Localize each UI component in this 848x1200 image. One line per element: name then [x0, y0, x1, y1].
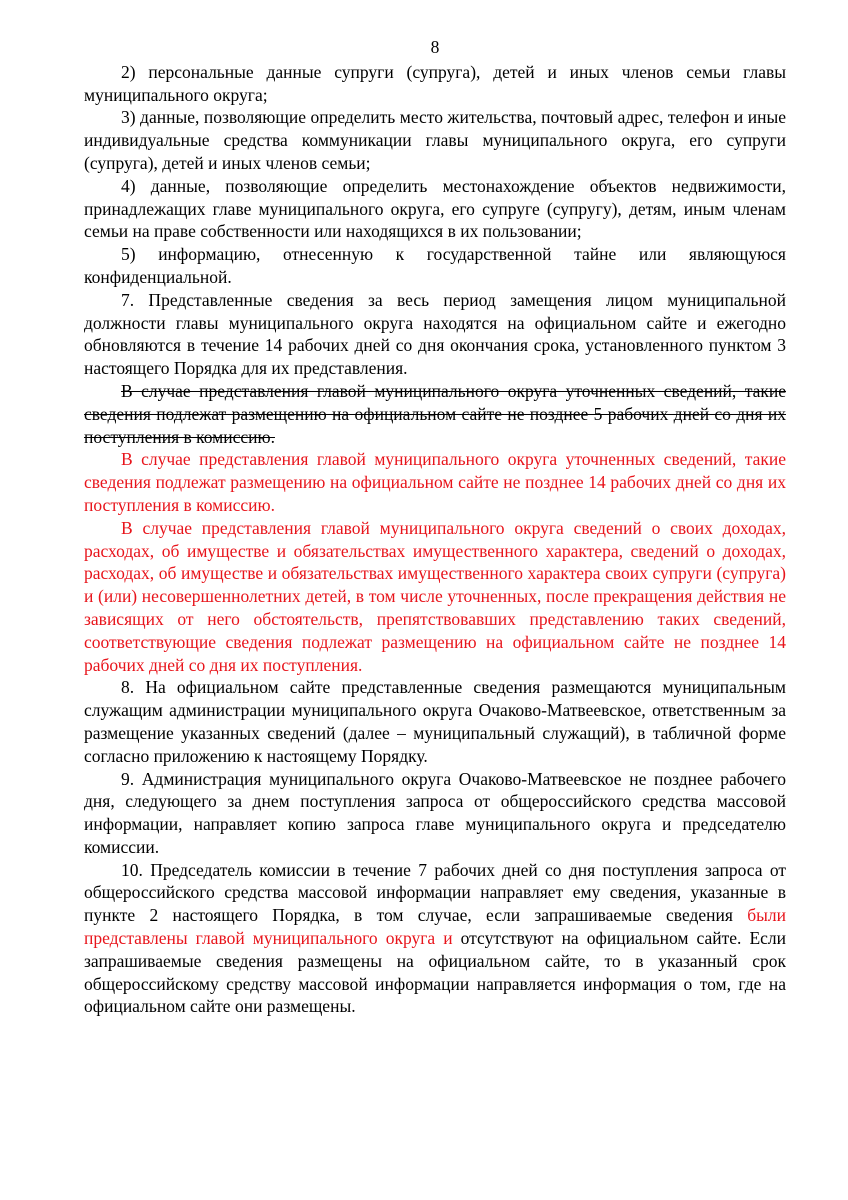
- paragraph-section-7: 7. Представленные сведения за весь период замещения лицом муниципальной должности главы муниципального округа находятся на официальном сайте и ежегодно обновляются в течение 14 рабочих дней со дня окончания срока, установленного пунктом 3 настоящего Порядка для их представления.: [84, 289, 786, 379]
- paragraph-item-2: 2) персональные данные супруги (супруга), детей и иных членов семьи главы муниципального округа;: [84, 61, 786, 105]
- section-10-amendment: были представлены главой муниципального округа и: [84, 905, 786, 949]
- paragraph-item-4: 4) данные, позволяющие определить местонахождение объектов недвижимости, принадлежащих главе муниципального округа, его супруге (супругу), детям, иным членам семьи на праве собственности или находящихся в их пользовании;: [84, 175, 786, 242]
- amendment-paragraph-1: В случае представления главой муниципального округа уточненных сведений, такие сведения подлежат размещению на официальном сайте не позднее 14 рабочих дней со дня их поступления в комиссию.: [84, 449, 786, 515]
- document-page: [84, 36, 786, 1018]
- paragraph-item-3: 3) данные, позволяющие определить место жительства, почтовый адрес, телефон и иные индивидуальные средства коммуникации главы муниципального округа, его супруги (супруга), детей и иных членов семьи;: [84, 107, 786, 173]
- section-10-text-start: 10. Председатель комиссии в течение 7 рабочих дней со дня поступления запроса от общероссийского средства массовой информации направляет ему сведения, указанные в пункте 2 настоящего Порядка, в том случае, если запрашиваемые сведения: [84, 859, 786, 926]
- page-number: 8: [430, 37, 440, 57]
- paragraph-section-10: [84, 859, 786, 1019]
- paragraph-item-5: 5) информацию, отнесенную к государственной тайне или являющуюся конфиденциальной.: [84, 244, 786, 287]
- amendment-paragraph-2: В случае представления главой муниципального округа сведений о своих доходах, расходах, об имуществе и обязательствах имущественного характера, сведений о доходах, расходах, об имуществе и обязательствах имущественного характера своих супруги (супруга) и (или) несовершеннолетних детей, в том числе уточненных, после прекращения действия не зависящих от него обстоятельств, препятствовавших представлению таких сведений, соответствующие сведения подлежат размещению на официальном сайте не позднее 14 рабочих дней со дня их поступления.: [84, 517, 786, 675]
- struck-paragraph: В случае представления главой муниципального округа уточненных сведений, такие сведения подлежат размещению на официальном сайте не позднее 5 рабочих дней со дня их поступления в комиссию.: [84, 380, 786, 447]
- section-10-text-end: отсутствуют на официальном сайте. Если запрашиваемые сведения размещены на официальном сайте, то в указанный срок общероссийскому средству массовой информации направляется информация о том, где на официальном сайте они размещены.: [84, 928, 786, 1017]
- paragraph-section-9: 9. Администрация муниципального округа Очаково-Матвеевское не позднее рабочего дня, следующего за днем поступления запроса от общероссийского средства массовой информации, направляет копию запроса главе муниципального округа и председателю комиссии.: [84, 768, 786, 857]
- paragraph-section-8: 8. На официальном сайте представленные сведения размещаются муниципальным служащим администрации муниципального округа Очаково-Матвеевское, ответственным за размещение указанных сведений (далее – муниципальный служащий), в табличной форме согласно приложению к настоящему Порядку.: [84, 677, 786, 766]
